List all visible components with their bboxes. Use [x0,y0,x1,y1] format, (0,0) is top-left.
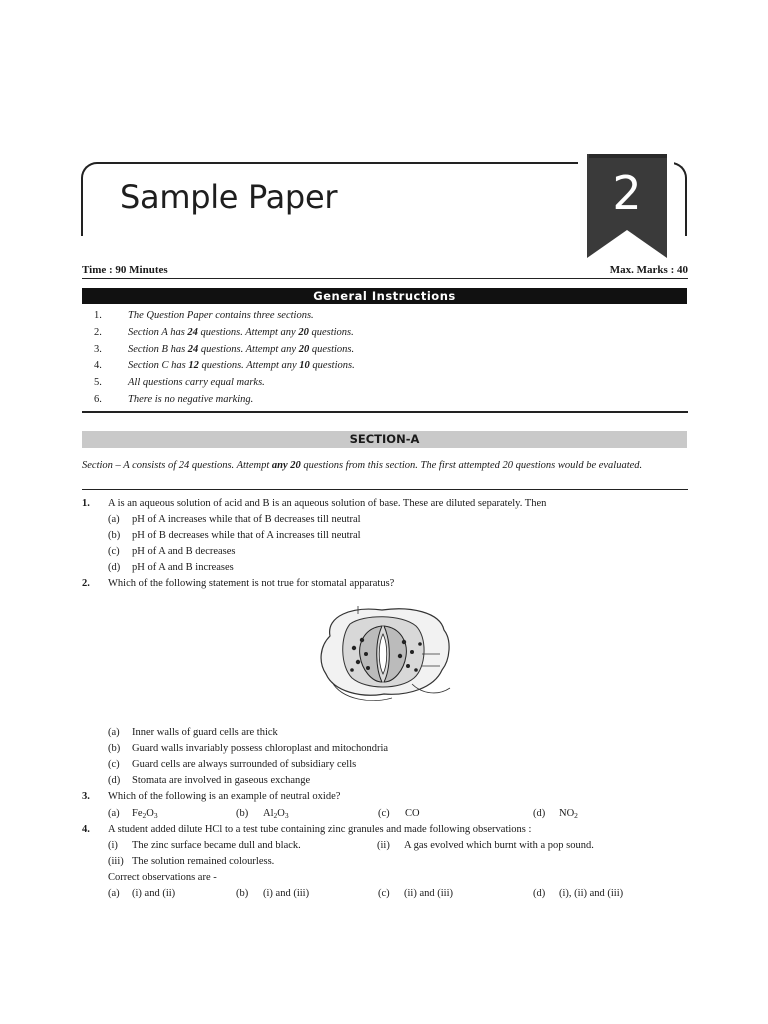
divider [82,278,688,279]
option-text: (i) and (ii) [132,888,176,899]
observation-label: (i) [108,840,118,851]
option-text: CO [405,808,420,819]
option-text: pH of B decreases while that of A increases till neutral [132,530,361,541]
question-prompt: Correct observations are - [108,872,217,883]
option-label: (c) [108,546,120,557]
option-label: (a) [108,727,120,738]
divider [82,411,688,413]
option-text: pH of A and B decreases [132,546,236,557]
time-label: Time : 90 Minutes [82,264,168,276]
option-label: (b) [108,530,121,541]
question-text: A student added dilute HCl to a test tube containing zinc granules and made following observations : [108,824,532,835]
option-text: $NO_2$ [559,808,578,820]
option-text: Guard walls invariably possess chloroplast and mitochondria [132,743,389,754]
option-text: Guard cells are always surrounded of subsidiary cells [132,759,357,770]
option-text: pH of A and B increases [132,562,234,573]
section-a-heading: SECTION-A [82,431,687,448]
option-text: (i), (ii) and (iii) [559,888,624,899]
option-label: (b) [236,808,249,819]
option-label: (a) [108,888,120,899]
option-label: (a) [108,514,120,525]
option-label: (c) [378,808,390,819]
option-label: (d) [533,888,546,899]
option-text: $Fe_2O_3$ [132,808,158,820]
option-text: (i) and (iii) [263,888,310,899]
question-number: 3. [82,791,90,802]
question-number: 2. [82,578,90,589]
option-label: (d) [533,808,546,819]
question-text: Which of the following statement is not true for stomatal apparatus? [108,578,395,589]
max-marks-label: Max. Marks : 40 [609,264,688,276]
observation-text: A gas evolved which burnt with a pop sound. [404,840,594,851]
option-label: (a) [108,808,120,819]
stomata-diagram [312,604,462,706]
question-number: 4. [82,824,90,835]
option-label: (d) [108,562,121,573]
question-text: A is an aqueous solution of acid and B is an aqueous solution of base. These are diluted separately. Then [108,498,547,509]
option-text: pH of A increases while that of B decreases till neutral [132,514,361,525]
observation-text: The zinc surface became dull and black. [132,840,301,851]
option-text: Inner walls of guard cells are thick [132,727,278,738]
observation-label: (iii) [108,856,124,867]
option-label: (d) [108,775,121,786]
option-text: Stomata are involved in gaseous exchange [132,775,311,786]
option-label: (c) [108,759,120,770]
option-label: (c) [378,888,390,899]
question-text: Which of the following is an example of neutral oxide? [108,791,341,802]
option-label: (b) [108,743,121,754]
question-number: 1. [82,498,90,509]
divider [82,489,688,490]
observation-label: (ii) [377,840,390,851]
option-text: (ii) and (iii) [404,888,453,899]
general-instructions-heading: General Instructions [82,288,687,304]
paper-number: 2 [612,166,642,220]
option-text: $Al_2O_3$ [263,808,289,820]
section-a-description: Section – A consists of 24 questions. Attempt any 20 questions from this section. The first attempted 20 questions would be evaluated. [82,460,643,471]
observation-text: The solution remained colourless. [132,856,275,867]
page-title: Sample Paper [120,178,338,216]
option-label: (b) [236,888,249,899]
